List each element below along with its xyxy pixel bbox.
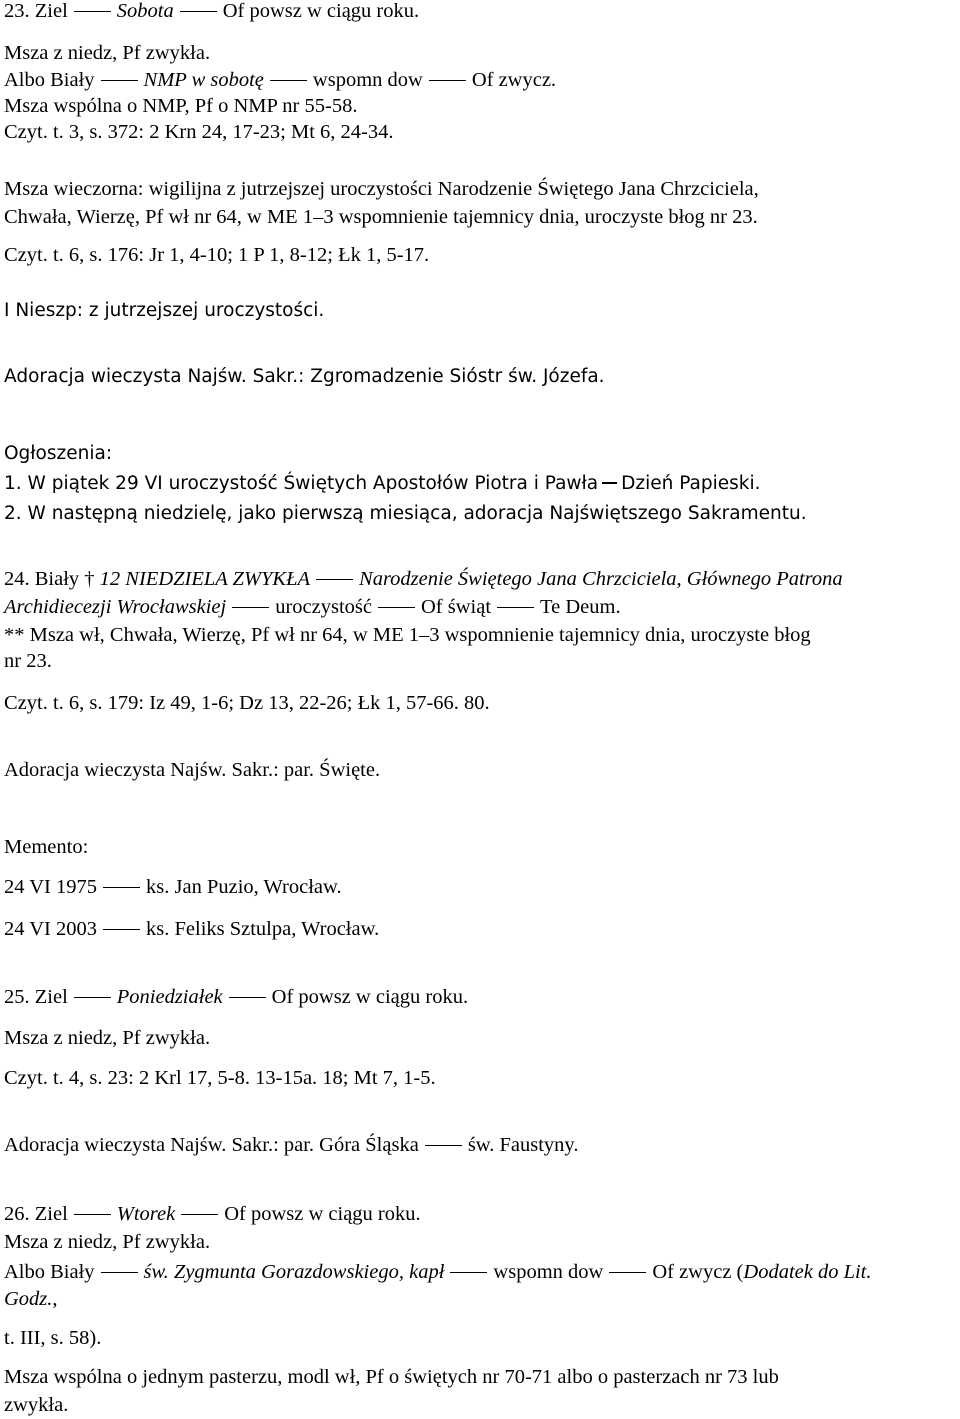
cross-icon: †	[84, 568, 95, 590]
memento-1: 24 VI 1975 ks. Jan Puzio, Wrocław.	[4, 876, 342, 898]
day23-adoration: Adoracja wieczysta Najśw. Sakr.: Zgromadzenie Sióstr św. Józefa.	[4, 366, 605, 387]
day24-mass-cont: nr 23.	[4, 650, 52, 672]
day26-reference: t. III, s. 58).	[4, 1327, 102, 1349]
day25-adoration: Adoracja wieczysta Najśw. Sakr.: par. Góra Śląska św. Faustyny.	[4, 1134, 579, 1156]
day26-mass-common-cont: zwykła.	[4, 1394, 69, 1416]
dash-divider	[270, 80, 307, 81]
memento-2: 24 VI 2003 ks. Feliks Sztulpa, Wrocław.	[4, 918, 380, 940]
day24-adoration: Adoracja wieczysta Najśw. Sakr.: par. Święte.	[4, 759, 381, 781]
day25-readings: Czyt. t. 4, s. 23: 2 Krl 17, 5-8. 13-15a. 18; Mt 7, 1-5.	[4, 1067, 436, 1089]
day23-readings: Czyt. t. 3, s. 372: 2 Krn 24, 17-23; Mt 6, 24-34.	[4, 121, 394, 143]
dash-divider	[181, 1214, 218, 1215]
dash-divider	[450, 1272, 487, 1273]
day23-weekday: Sobota	[116, 0, 174, 22]
dash-divider	[74, 997, 111, 998]
dash-divider	[103, 929, 140, 930]
day26-mass: Msza z niedz, Pf zwykła.	[4, 1231, 211, 1253]
day24-mass: ** Msza wł, Chwała, Wierzę, Pf wł nr 64, w ME 1–3 wspomnienie tajemnicy dnia, uroczyste błog	[4, 624, 811, 646]
dash-divider	[602, 482, 617, 483]
dash-divider	[103, 887, 140, 888]
dash-divider	[429, 80, 466, 81]
dash-divider	[74, 11, 111, 12]
dash-divider	[101, 1272, 138, 1273]
dash-divider	[425, 1145, 462, 1146]
day24-header: 24. Biały † 12 NIEDZIELA ZWYKŁA Narodzenie Świętego Jana Chrzciciela, Głównego Patrona	[4, 568, 843, 590]
dash-divider	[229, 997, 266, 998]
announcements-title: Ogłoszenia:	[4, 443, 113, 464]
day23-header: 23. Ziel Sobota Of powsz w ciągu roku.	[4, 0, 420, 22]
day23-mass-common: Msza wspólna o NMP, Pf o NMP nr 55-58.	[4, 95, 358, 117]
day23-vigil-readings: Czyt. t. 6, s. 176: Jr 1, 4-10; 1 P 1, 8-12; Łk 1, 5-17.	[4, 244, 430, 266]
day26-alternative: Albo Biały św. Zygmunta Gorazdowskiego, kapł wspomn dow Of zwycz (Dodatek do Lit.	[4, 1261, 872, 1283]
memento-title: Memento:	[4, 836, 89, 858]
dash-divider	[74, 1214, 111, 1215]
announcement-1: 1. W piątek 29 VI uroczystość Świętych Apostołów Piotra i Pawła Dzień Papieski.	[4, 473, 761, 494]
dash-divider	[180, 11, 217, 12]
dash-divider	[101, 80, 138, 81]
day25-header: 25. Ziel Poniedziałek Of powsz w ciągu roku.	[4, 986, 469, 1008]
dash-divider	[497, 607, 534, 608]
day23-mass: Msza z niedz, Pf zwykła.	[4, 42, 211, 64]
dash-divider	[232, 607, 269, 608]
day23-vigil-mass: Msza wieczorna: wigilijna z jutrzejszej uroczystości Narodzenie Świętego Jana Chrzciciela,	[4, 178, 759, 200]
day26-alternative-cont: Godz.,	[4, 1288, 58, 1310]
dash-divider	[378, 607, 415, 608]
day26-header: 26. Ziel Wtorek Of powsz w ciągu roku.	[4, 1203, 421, 1225]
day23-vespers: I Nieszp: z jutrzejszej uroczystości.	[4, 300, 325, 321]
day23-vigil-mass-cont: Chwała, Wierzę, Pf wł nr 64, w ME 1–3 wspomnienie tajemnicy dnia, uroczyste błog nr 23.	[4, 206, 758, 228]
day23-alternative: Albo Biały NMP w sobotę wspomn dow Of zwycz.	[4, 69, 557, 91]
announcement-2: 2. W następną niedzielę, jako pierwszą miesiąca, adoracja Najświętszego Sakramentu.	[4, 503, 807, 524]
dash-divider	[609, 1272, 646, 1273]
day25-mass: Msza z niedz, Pf zwykła.	[4, 1027, 211, 1049]
day26-mass-common: Msza wspólna o jednym pasterzu, modl wł, Pf o świętych nr 70-71 albo o pasterzach nr 73 lub	[4, 1366, 779, 1388]
day24-readings: Czyt. t. 6, s. 179: Iz 49, 1-6; Dz 13, 22-26; Łk 1, 57-66. 80.	[4, 692, 490, 714]
day24-header-cont: Archidiecezji Wrocławskiej uroczystość Of świąt Te Deum.	[4, 596, 621, 618]
dash-divider	[316, 579, 353, 580]
